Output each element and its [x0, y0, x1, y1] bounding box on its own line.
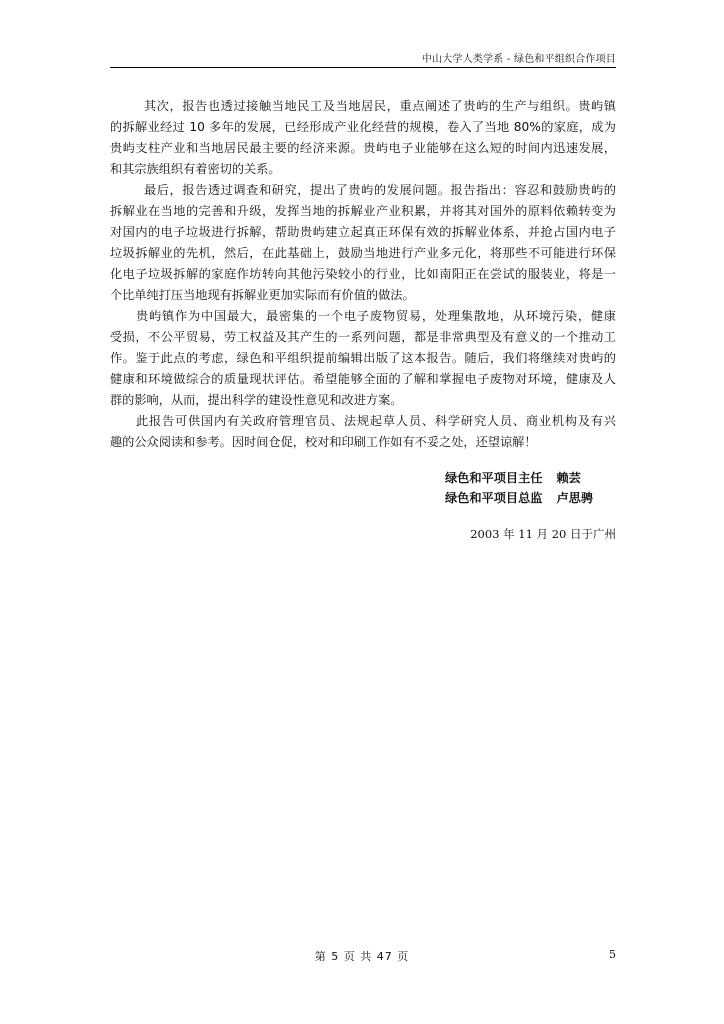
signature-role: 绿色和平项目主任 [445, 471, 543, 485]
paragraph-line: 垃圾拆解业的先机，然后，在此基础上，鼓励当地进行产业多元化，将那些不可能进行环保 [110, 246, 616, 260]
signature-director [445, 469, 581, 486]
signature-name: 赖芸 [556, 471, 581, 485]
paragraph-line: 群的影响，从而，提出科学的建设性意见和改进方案。 [110, 393, 403, 407]
paragraph-line: 的拆解业经过 10 多年的发展，已经形成产业化经营的规模，卷入了当地 80%的家庭，成为 [110, 120, 616, 134]
paragraph-line: 此报告可供国内有关政府管理官员、法规起草人员、科学研究人员、商业机构及有兴 [136, 414, 616, 428]
paragraph-line: 个比单纯打压当地现有拆解业更加实际而有价值的做法。 [110, 288, 415, 302]
paragraph-line: 对国内的电子垃圾进行拆解，帮助贵屿建立起真正环保有效的拆解业体系，并抢占国内电子 [110, 225, 616, 239]
paragraph-line: 趣的公众阅读和参考。因时间仓促，校对和印刷工作如有不妥之处，还望谅解！ [110, 435, 537, 449]
paragraph-line: 健康和环境做综合的质量现状评估。希望能够全面的了解和掌握电子废物对环境，健康及人 [110, 372, 616, 386]
paragraph-line: 贵屿镇作为中国最大，最密集的一个电子废物贸易，处理集散地，从环境污染，健康 [136, 309, 616, 323]
footer-page-number: 5 [609, 948, 616, 961]
header-title: 中山大学人类学系 - 绿色和平组织合作项目 [421, 54, 616, 65]
signature-manager [445, 489, 593, 506]
signature-date: 2003 年 11 月 20 日于广州 [470, 527, 616, 541]
paragraph-line: 其次，报告也透过接触当地民工及当地居民，重点阐述了贵屿的生产与组织。贵屿镇 [144, 99, 616, 113]
paragraph-line: 贵屿支柱产业和当地居民最主要的经济来源。贵屿电子业能够在这么短的时间内迅速发展， [110, 141, 616, 155]
paragraph-line: 受损，不公平贸易，劳工权益及其产生的一系列问题，都是非常典型及有意义的一个推动工 [110, 330, 616, 344]
paragraph-line: 和其宗族组织有着密切的关系。 [110, 162, 281, 176]
paragraph-line: 拆解业在当地的完善和升级，发挥当地的拆解业产业积累，并将其对国外的原料依赖转变为 [110, 204, 616, 218]
signature-name: 卢思骋 [556, 491, 594, 505]
footer-page-label: 第 5 页 共 47 页 [314, 950, 410, 963]
body-text [110, 96, 616, 453]
signature-role: 绿色和平项目总监 [445, 491, 543, 505]
paragraph-line: 化电子垃圾拆解的家庭作坊转向其他污染较小的行业，比如南阳正在尝试的服装业，将是一 [110, 267, 616, 281]
paragraph-line: 最后，报告透过调查和研究，提出了贵屿的发展问题。报告指出：容忍和鼓励贵屿的 [144, 183, 616, 197]
page-header [110, 47, 616, 68]
paragraph-line: 作。鉴于此点的考虑，绿色和平组织提前编辑出版了这本报告。随后，我们将继续对贵屿的 [110, 351, 616, 365]
